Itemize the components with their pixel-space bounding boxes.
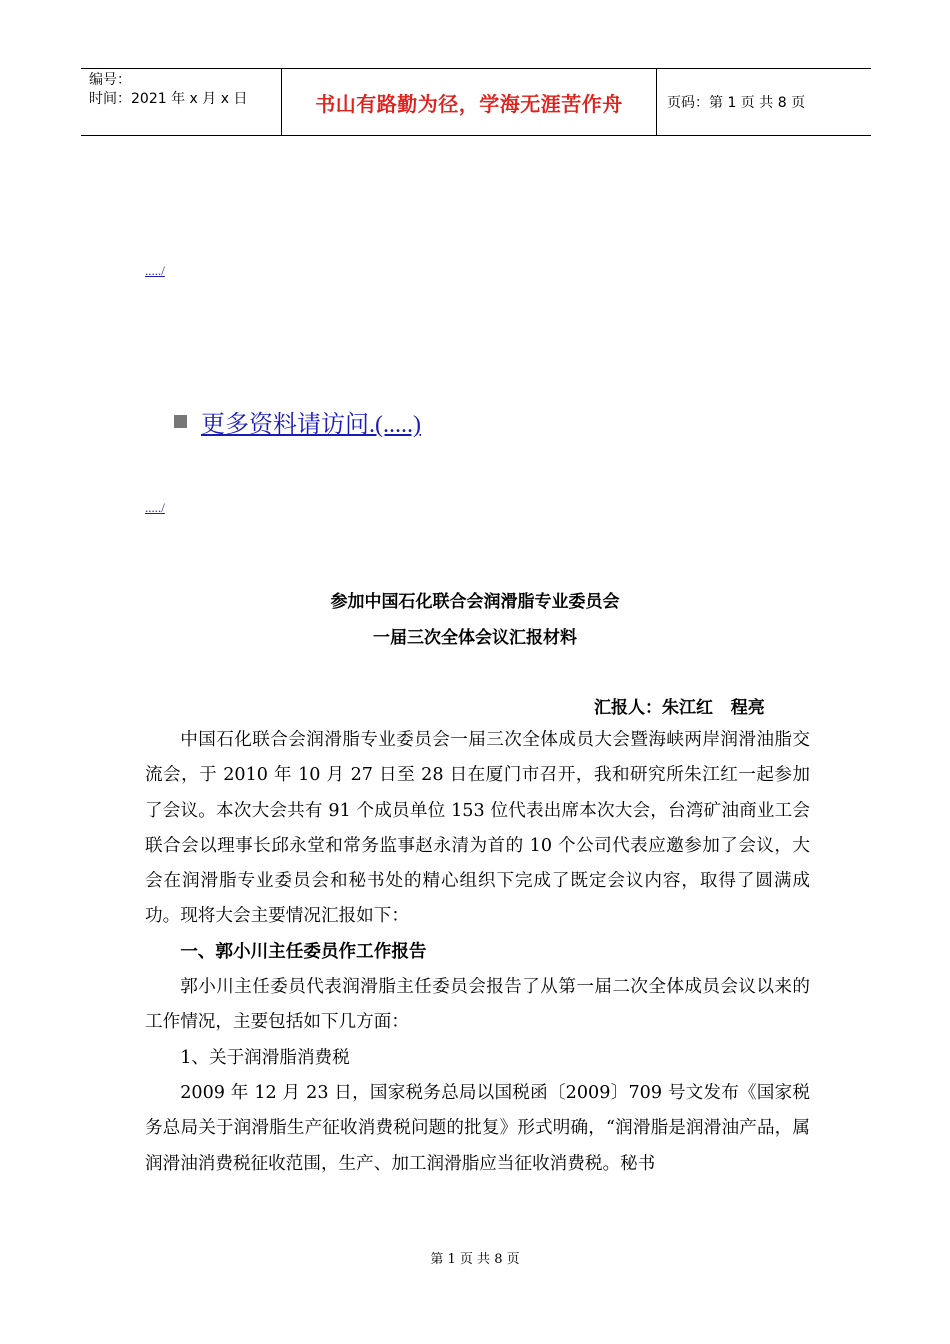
subheading-1: 1、关于润滑脂消费税 <box>180 1047 350 1068</box>
paragraph-tax: 2009 年 12 月 23 日，国家税务总局以国税函〔2009〕709 号文发布《国家税务总局关于润滑脂生产征收消费税问题的批复》形式明确，“润滑脂是润滑油产品，属润滑油消费税征收范围，生产、加工润滑脂应当征收消费税。秘书 <box>145 1082 810 1174</box>
body-text <box>145 723 810 1182</box>
reporter-line: 汇报人：朱江红 程亮 <box>594 698 765 718</box>
header-number: 编号： <box>89 72 131 88</box>
square-bullet-icon <box>174 415 187 428</box>
doc-title-line2: 一届三次全体会议汇报材料 <box>373 628 577 648</box>
page-header <box>81 68 871 136</box>
paragraph-intro: 中国石化联合会润滑脂专业委员会一届三次全体成员大会暨海峡两岸润滑油脂交流会，于 2010 年 10 月 27 日至 28 日在厦门市召开，我和研究所朱江红一起参加了会议。本次大会共有 91 个成员单位 153 位代表出席本次大会，台湾矿油商业工会联合会以理事长邱永堂和常务监事赵永清为首的 10 个公司代表应邀参加了会议，大会在润滑脂专业委员会和秘书处的精心组织下完成了既定会议内容，取得了圆满成功。现将大会主要情况汇报如下： <box>145 730 810 927</box>
header-meta <box>81 69 281 135</box>
section-heading-1: 一、郭小川主任委员作工作报告 <box>180 941 427 962</box>
second-link[interactable]: ...../ <box>145 500 165 515</box>
header-motto: 书山有路勤为径，学海无涯苦作舟 <box>281 69 657 135</box>
header-time: 时间：2021 年 x 月 x 日 <box>89 91 248 107</box>
page-footer: 第 1 页 共 8 页 <box>430 1252 520 1267</box>
top-link[interactable]: ...../ <box>145 263 165 278</box>
doc-title-line1: 参加中国石化联合会润滑脂专业委员会 <box>330 592 620 612</box>
more-info-link[interactable]: 更多资料请访问.(.....) <box>201 412 421 438</box>
header-page-info: 页码：第 1 页 共 8 页 <box>667 95 806 111</box>
paragraph-report: 郭小川主任委员代表润滑脂主任委员会报告了从第一届二次全体成员会议以来的工作情况，主要包括如下几方面： <box>145 977 810 1033</box>
more-info-row <box>174 404 421 439</box>
